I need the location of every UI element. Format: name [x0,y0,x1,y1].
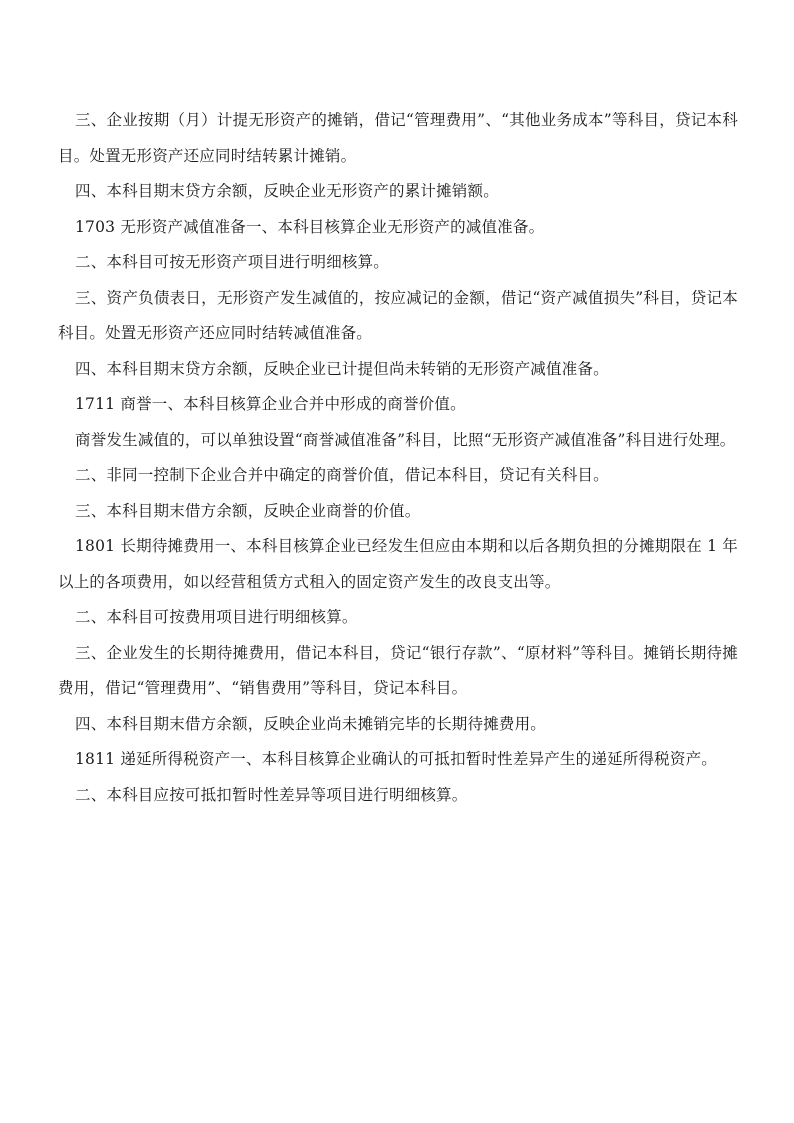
paragraph-intangible-amortization-balance: 四、本科目期末贷方余额，反映企业无形资产的累计摊销额。 [75,182,499,200]
paragraph-1703-impairment-entry: 三、资产负债表日，无形资产发生减值的，按应减记的金额，借记“资产减值损失”科目，贷记本科目。处置无形资产还应同时结转减值准备。 [58,288,738,342]
paragraph-1703-balance: 四、本科目期末贷方余额，反映企业已计提但尚未转销的无形资产减值准备。 [75,359,609,378]
paragraph-1703-detail: 二、本科目可按无形资产项目进行明细核算。 [75,253,390,271]
paragraph-intangible-amortization-entry: 三、企业按期（月）计提无形资产的摊销，借记“管理费用”、“其他业务成本”等科目，贷记本科目。处置无形资产还应同时结转累计摊销。 [58,111,738,165]
paragraph-1811-detail: 二、本科目应按可抵扣暂时性差异等项目进行明细核算。 [75,785,468,804]
paragraph-1801-balance: 四、本科目期末借方余额，反映企业尚未摊销完毕的长期待摊费用。 [75,714,547,733]
paragraph-1711-balance: 三、本科目期末借方余额，反映企业商誉的价值。 [75,501,421,520]
paragraph-1711-entry: 二、非同一控制下企业合并中确定的商誉价值，借记本科目，贷记有关科目。 [75,466,609,484]
document-body [58,103,738,813]
paragraph-1801-heading: 1801 长期待摊费用一、本科目核算企业已经发生但应由本期和以后各期负担的分摊期限在 1 年以上的各项费用，如以经营租赁方式租入的固定资产发生的改良支出等。 [58,537,738,591]
paragraph-1801-detail: 二、本科目可按费用项目进行明细核算。 [75,608,358,626]
paragraph-1811-heading: 1811 递延所得税资产一、本科目核算企业确认的可抵扣暂时性差异产生的递延所得税资产。 [75,750,717,768]
paragraph-1801-entry: 三、企业发生的长期待摊费用，借记本科目，贷记“银行存款”、“原材料”等科目。摊销长期待摊费用，借记“管理费用”、“销售费用”等科目，贷记本科目。 [58,643,738,697]
paragraph-1711-impairment-note: 商誉发生减值的，可以单独设置“商誉减值准备”科目，比照“无形资产减值准备”科目进行处理。 [75,430,736,449]
paragraph-1703-heading: 1703 无形资产减值准备一、本科目核算企业无形资产的减值准备。 [75,217,545,236]
paragraph-1711-heading: 1711 商誉一、本科目核算企业合并中形成的商誉价值。 [75,395,466,413]
